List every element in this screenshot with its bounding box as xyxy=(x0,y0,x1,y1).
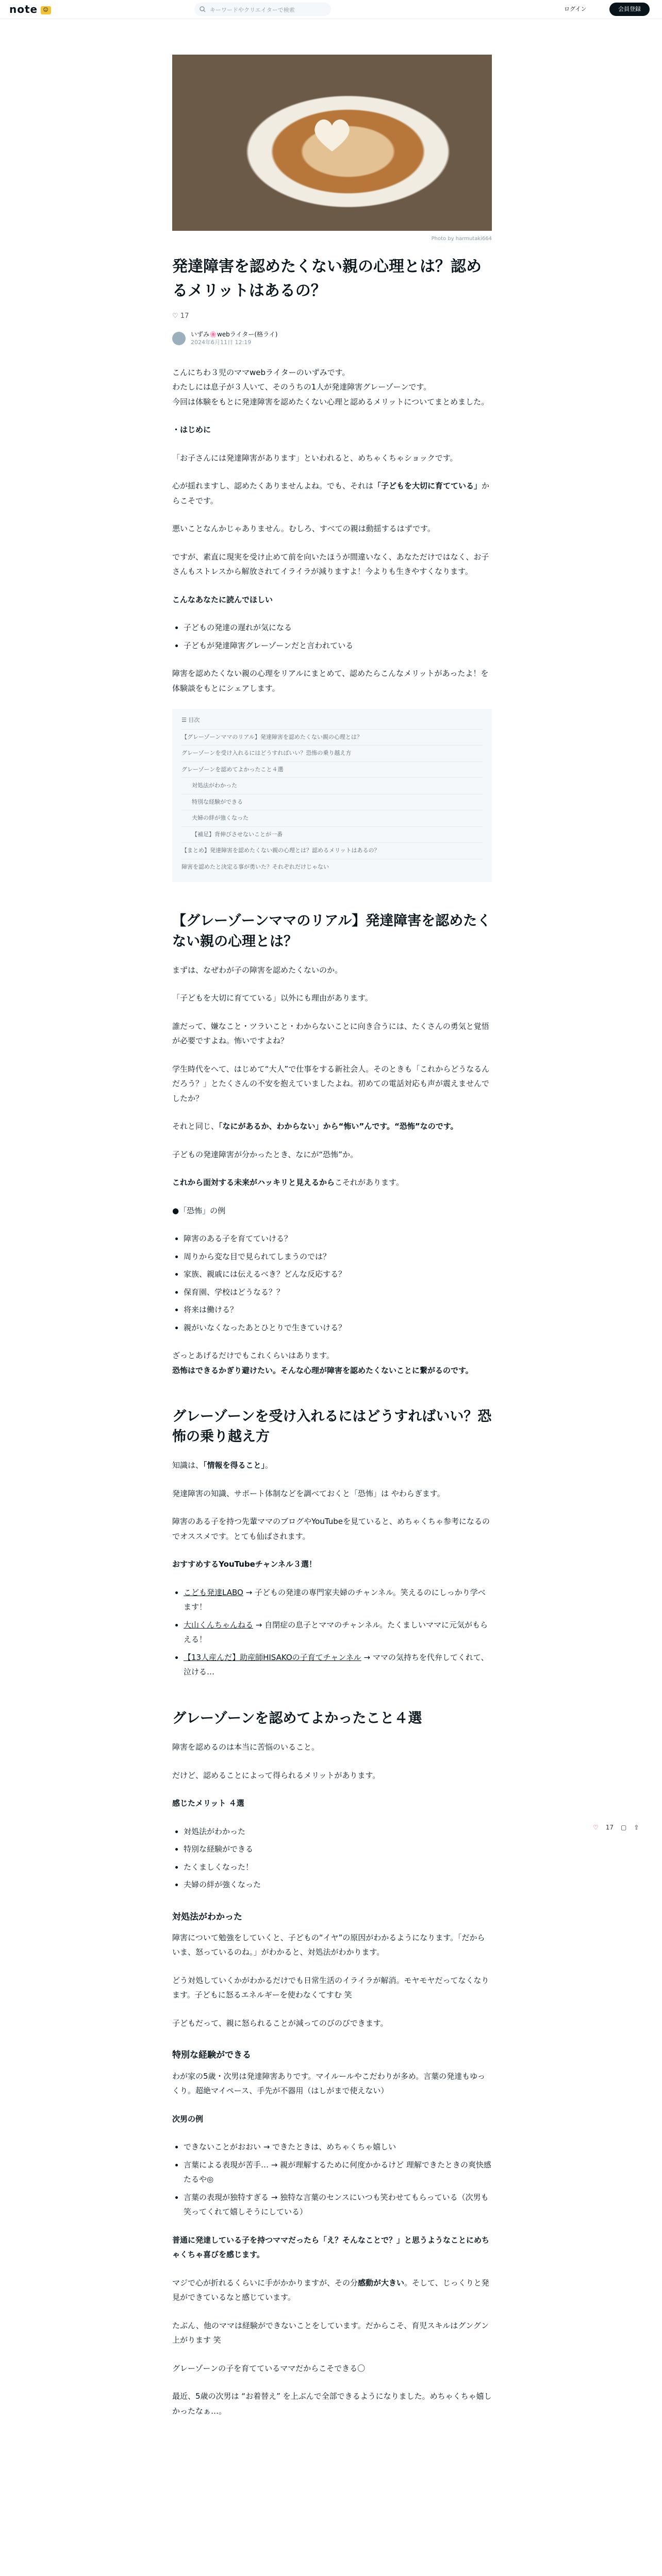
paragraph: わが家の5歳・次男は発達障害ありです。マイルールやこだわりが多め。言葉の発達もゆっくり。超絶マイペース、手先が不器用（はしがまで使えない） xyxy=(172,2071,485,2096)
paragraph: だけど、認めることによって得られるメリットがあります。 xyxy=(172,1770,380,1780)
paragraph: これから面対する未来がハッキリと見えるからこそれがあります。 xyxy=(172,1178,404,1188)
hero-image xyxy=(172,55,492,231)
paragraph: 誰だって、嫌なこと・ツラいこと・わからないことに向き合うには、たくさんの勇気と覚悟が必要ですよね。怖いですよね？ xyxy=(172,1021,489,1046)
avatar[interactable] xyxy=(172,332,186,345)
list-item: • 対処法がわかった xyxy=(184,1824,492,1839)
paragraph: 「お子さんには発達障害があります」といわれると、めちゃくちゃショックです。 xyxy=(172,453,458,463)
reader-heading: こんなあなたに読んでほしい xyxy=(172,595,273,604)
heart-icon[interactable]: ♡ xyxy=(172,312,178,320)
channel-link[interactable]: 大山くんちゃんねる xyxy=(184,1620,254,1630)
toc-item[interactable]: グレーゾーンを認めてよかったこと４選 xyxy=(181,761,483,778)
toc-item[interactable]: 夫婦の絆が強くなった xyxy=(181,810,483,826)
login-link[interactable]: ログイン xyxy=(564,6,587,12)
reader-list xyxy=(172,620,492,653)
next-list xyxy=(172,2140,492,2219)
paragraph: マジで心が折れるくらいに手がかかりますが、その分感動が大きい。そして、じっくりと発見ができているなと感じています。 xyxy=(172,2278,489,2302)
paragraph: どう対処していくかがわかるだけでも日常生活のイライラが解消。モヤモヤだってなくなります。子どもに怒るエネルギーを使わなくてすむ 笑 xyxy=(172,1975,489,2000)
subsection-heading: 特別な経験ができる xyxy=(172,2050,251,2061)
paragraph: 子どもの発達障害が分かったとき、なにが“恐怖”か。 xyxy=(172,1149,358,1159)
paragraph: ですが、素直に現実を受け止めて前を向いたほうが間違いなく、あなただけではなく、お子さんもストレスから解放されてイライラが減りますよ！今よりも生きやすくなります。 xyxy=(172,552,489,577)
toc-title: ☰ 目次 xyxy=(181,717,200,724)
section-heading: グレーゾーンを認めてよかったこと４選 xyxy=(172,1710,422,1726)
paragraph: グレーゾーンの子を育てているママだからこそできる〇 xyxy=(172,2363,366,2373)
channel-link[interactable]: こども発達LABO xyxy=(184,1587,243,1597)
list-item: • 障害のある子を育てていける？ xyxy=(184,1231,492,1246)
subsection-heading: 対処法がわかった xyxy=(172,1911,242,1922)
search-input[interactable] xyxy=(194,3,331,16)
youtube-heading: おすすめするYouTubeチャンネル３選！ xyxy=(172,1560,317,1569)
toc-item[interactable]: 【グレーゾーンママのリアル】発達障害を認めたくない親の心理とは？ xyxy=(181,729,483,745)
signup-button[interactable]: 会員登録 xyxy=(609,3,650,16)
toc-item[interactable]: 【補足】背伸びさせないことが一番 xyxy=(181,826,483,843)
list-item: • 大山くんちゃんねる → 自閉症の息子とママのチャンネル。たくましいママに元気がもらえる！ xyxy=(184,1618,492,1647)
list-item: • 夫婦の絆が強くなった xyxy=(184,1877,492,1892)
paragraph: 障害のある子を持つ先輩ママのブログやYouTubeを見ていると、めちゃくちゃ参考になるのでオススメです。とても仙ばされます。 xyxy=(172,1517,490,1541)
paragraph: まずは、なぜわが子の障害を認めたくないのか。 xyxy=(172,965,343,975)
section-heading: 【グレーゾーンママのリアル】発達障害を認めたくない親の心理とは？ xyxy=(172,913,491,950)
search-icon xyxy=(200,6,206,12)
toc-item[interactable]: グレーゾーンを受け入れるにはどうすればいい？恐怖の乗り越え方 xyxy=(181,745,483,761)
paragraph: 普通に発達している子を持つママだったら「え？そんなことで？」と思うようなことにめちゃくちゃ喜びを感じます。 xyxy=(172,2235,490,2260)
list-item: • 特別な経験ができる xyxy=(184,1842,492,1857)
intro-paragraph: こんにちわ３児のママwebライターのいずみです。 わたしには息子が３人いて、そのうちの1人が発達障害グレーゾーンです。 今回は体験をもとに発達障害を認めたくない心理と認めるメリットについてまとめました。 xyxy=(172,367,489,406)
section-heading: グレーゾーンを受け入れるにはどうすればいい？恐怖の乗り越え方 xyxy=(172,1409,492,1445)
floating-action-bar xyxy=(593,1824,639,1831)
paragraph: 子どもだって、親に怒られることが減ってのびのびできます。 xyxy=(172,2018,388,2028)
top-header xyxy=(0,0,662,19)
paragraph: 「子どもを大切に育てている」以外にも理由があります。 xyxy=(172,993,373,1003)
list-item: • 将来は働ける？ xyxy=(184,1302,492,1317)
paragraph: 悪いことなんかじゃありません。むしろ、すべての親は動揺するはずです。 xyxy=(172,524,435,534)
paragraph: 障害を認めたくない親の心理をリアルにまとめて、認めたらこんなメリットがあったよ！を体験談をもとにシェアします。 xyxy=(172,669,489,693)
toc-item[interactable]: 対処法がわかった xyxy=(181,777,483,794)
list-item: • 子どもの発達の遅れが気になる xyxy=(184,620,492,635)
note-logo[interactable] xyxy=(9,3,51,15)
logo-text: note xyxy=(9,3,38,15)
like-count: 17 xyxy=(605,1824,614,1831)
paragraph: それと同じ、「なにがあるか、わからない」から“怖い”んです。“恐怖”なのです。 xyxy=(172,1122,458,1131)
fear-label: ●「恐怖」の例 xyxy=(172,1206,226,1215)
paragraph: 心が揺れますし、認めたくありませんよね。でも、それは「子どもを大切に育てている」からこそです。 xyxy=(172,481,490,505)
fear-list xyxy=(172,1231,492,1335)
paragraph: 発達障害の知識、サポート体制などを調べておくと「恐怖」は やわらぎます。 xyxy=(172,1488,445,1498)
article-title: 発達障害を認めたくない親の心理とは？認めるメリットはあるの？ xyxy=(172,258,482,300)
list-item: • こども発達LABO → 子どもの発達の専門家夫婦のチャンネル。笑えるのにしっかり学べます！ xyxy=(184,1585,492,1615)
paragraph: 知識は、「情報を得ること」。 xyxy=(172,1461,273,1470)
photo-credit: Photo by harmutaki664 xyxy=(431,236,492,242)
list-item: • 子どもが発達障害グレーゾーンだと言われている xyxy=(184,638,492,653)
paragraph: 最近、5歳の次男は “お着替え” を上ぶんで全部できるようになりました。めちゃくちゃ嬉しかったなぁ…。 xyxy=(172,2392,492,2416)
article-main xyxy=(172,55,492,2432)
toc-item[interactable]: 特別な経験ができる xyxy=(181,794,483,810)
toc-item[interactable]: 【まとめ】発達障害を認めたくない親の心理とは？認めるメリットはあるの？ xyxy=(181,842,483,859)
author-info[interactable] xyxy=(172,330,492,347)
list-item: • 【13人産んだ】助産師HISAKOの子育てチャンネル → ママの気持ちを代弁してくれて、泣ける… xyxy=(184,1650,492,1680)
next-heading: 次男の例 xyxy=(172,2114,204,2124)
toc-item[interactable]: 障害を認めたと決定る事が勇いた？それぞれだけじゃない xyxy=(181,859,483,875)
paragraph: たぶん、他のママは経験ができないことをしています。だからこそ、育児スキルはグングン上がります 笑 xyxy=(172,2320,489,2345)
list-item: • 言葉の表現が独特すぎる → 独特な言葉のセンスにいつも笑わせてもらっている（次男も笑ってくれて嬉しそうにしている） xyxy=(184,2190,492,2219)
like-row xyxy=(172,310,492,323)
table-of-contents xyxy=(172,709,492,882)
heart-icon[interactable]: ♡ xyxy=(593,1824,599,1831)
list-item: • 周りから変な目で見られてしまうのでは？ xyxy=(184,1249,492,1264)
share-icon[interactable]: ⇪ xyxy=(634,1824,639,1831)
logo-badge-icon: ☺ xyxy=(41,6,51,14)
paragraph: ざっとあげるだけでもこれくらいはあります。 恐怖はできるかぎり避けたい。そんな心理が障害を認めたくないことに繋がるのです。 xyxy=(172,1351,473,1375)
list-item: • 親がいなくなったあとひとりで生きていける？ xyxy=(184,1320,492,1335)
youtube-list xyxy=(172,1585,492,1680)
paragraph: 学生時代をへて、はじめて“大人”で仕事をする新社会人。そのときも「これからどうなるんだろう？」とたくさんの不安を抱えていましたよね。初めての電話対応も声が震えませんでしたか？ xyxy=(172,1064,490,1103)
paragraph: 障害を認めるのは本当に苦悩のいること。 xyxy=(172,1742,320,1752)
post-date: 2024年6月11日 12:19 xyxy=(191,339,252,346)
comment-icon[interactable]: ▢ xyxy=(621,1824,627,1831)
merit-heading: 感じたメリット ４選 xyxy=(172,1799,244,1808)
hajime-label: ・はじめに xyxy=(172,425,211,435)
author-name[interactable]: いずみ🌸webライター(格ライ) xyxy=(191,330,278,338)
paragraph: 障害について勉強をしていくと、子どもの“イヤ”の原因がわかるようになります。「だからいま、怒っているのね。」がわかると、対処法がわかります。 xyxy=(172,1933,485,1957)
list-item: • 言葉による表現が苦手… → 親が理解するために何度かかるけど 理解できたときの爽快感たるや◎ xyxy=(184,2158,492,2187)
merit-list xyxy=(172,1824,492,1892)
list-item: • 家族、親戚には伝えるべき？どんな反応する？ xyxy=(184,1267,492,1282)
like-count: 17 xyxy=(180,312,189,320)
search-placeholder: キーワードやクリエイターで検索 xyxy=(210,7,295,13)
list-item: • 保育園、学校はどうなる？？ xyxy=(184,1285,492,1300)
list-item: • できないことがおおい → できたときは、めちゃくちゃ嬉しい xyxy=(184,2140,492,2155)
latte-heart-icon xyxy=(311,116,353,152)
list-item: • たくましくなった！ xyxy=(184,1860,492,1875)
channel-link[interactable]: 【13人産んだ】助産師HISAKOの子育てチャンネル xyxy=(184,1652,361,1662)
